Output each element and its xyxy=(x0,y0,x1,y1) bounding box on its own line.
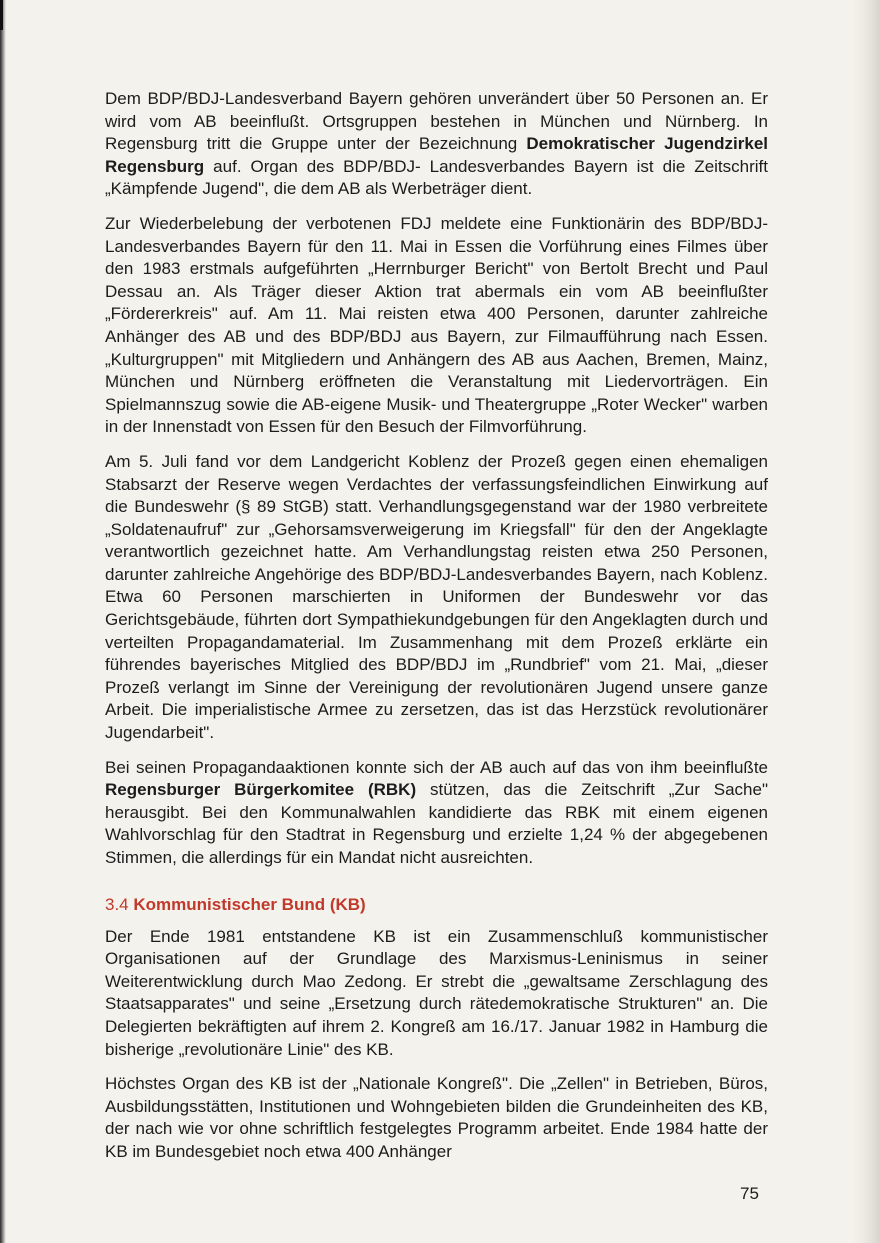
page-number: 75 xyxy=(740,1184,759,1203)
paragraph-text: stützen, das die Zeitschrift „Zur Sache" herausgibt. Bei den Kommunalwahlen kandidierte das RBK mit einem eigenen Wahlvorschlag für den Stadtrat in Regensburg und erzielte 1,24 % der abgegebenen Stimmen, die allerdings für ein Mandat nicht ausreichten. xyxy=(105,780,768,867)
bold-term-jugendzirkel: Demokratischer Jugendzirkel Regensburg xyxy=(105,134,768,176)
page-binding-edge xyxy=(0,0,6,1243)
paragraph-bdp-bayern xyxy=(105,88,768,201)
section-heading xyxy=(105,894,768,916)
paragraph-text: Zur Wiederbelebung der verbotenen FDJ meldete eine Funktionärin des BDP/BDJ-Landesverbandes Bayern für den 11. Mai in Essen die Vorführung eines Filmes über den 1983 erstmals aufgeführten „Herrnburger Bericht" von Bertolt Brecht und Paul Dessau an. Als Träger dieser Aktion trat abermals ein vom AB beeinflußter „Fördererkreis" auf. Am 11. Mai reisten etwa 400 Personen, darunter zahlreiche Anhänger des AB und des BDP/BDJ aus Bayern, zur Filmaufführung nach Essen. „Kulturgruppen" mit Mitgliedern und Anhängern des AB aus Aachen, Bremen, Mainz, München und Nürnberg eröffneten die Veranstaltung mit Liedervorträgen. Ein Spielmannszug sowie die AB-eigene Musik- und Theatergruppe „Roter Wecker" warben in der Innenstadt von Essen für den Besuch der Filmvorführung. xyxy=(105,213,768,437)
paragraph-text: Der Ende 1981 entstandene KB ist ein Zusammenschluß kommunistischer Organisationen auf der Grundlage des Marxismus-Leninismus in seiner Weiterentwicklung durch Mao Zedong. Er strebt die „gewaltsame Zerschlagung des Staatsapparates" und seine „Ersetzung durch rätedemokratische Strukturen" an. Die Delegierten bekräftigten auf ihrem 2. Kongreß am 16./17. Januar 1982 in Hamburg die bisherige „revolutionäre Linie" des KB. xyxy=(105,926,768,1059)
page-binding-mark xyxy=(0,0,3,30)
section-title: Kommunistischer Bund (KB) xyxy=(133,894,366,914)
paragraph-text: auf. Organ des BDP/BDJ- Landesverbandes Bayern ist die Zeitschrift „Kämpfende Jugend", die dem AB als Werbeträger dient. xyxy=(105,156,768,199)
page-body xyxy=(105,88,768,1176)
paragraph-prozess-koblenz xyxy=(105,451,768,745)
bold-term-rbk: Regensburger Bürgerkomitee (RBK) xyxy=(105,780,417,800)
page-fore-edge xyxy=(852,0,880,1243)
paragraph-text: Höchstes Organ des KB ist der „Nationale Kongreß". Die „Zellen" in Betrieben, Büros, Ausbildungsstätten, Institutionen und Wohngebieten bilden die Grundeinheiten des KB, der nach wie vor ohne schriftlich festgelegtes Programm arbeitet. Ende 1984 hatte der KB im Bundesgebiet noch etwa 400 Anhänger xyxy=(105,1074,768,1161)
paragraph-rbk xyxy=(105,757,768,870)
paragraph-fdj-essen xyxy=(105,213,768,439)
section-number: 3.4 xyxy=(105,894,129,914)
paragraph-text: Bei seinen Propagandaaktionen konnte sich der AB auch auf das von ihm beeinflußte xyxy=(105,757,768,777)
paragraph-text: Dem BDP/BDJ-Landesverband Bayern gehören unverändert über 50 Personen an. Er wird vom AB beeinflußt. Ortsgruppen bestehen in München und Nürnberg. In Regensburg tritt die Gruppe unter der Bezeichnung xyxy=(105,89,768,154)
paragraph-text: Am 5. Juli fand vor dem Landgericht Koblenz der Prozeß gegen einen ehemaligen Stabsarzt der Reserve wegen Verdachtes der verfassungsfeindlichen Einwirkung auf die Bundeswehr (§ 89 StGB) statt. Verhandlungsgegenstand war der 1980 verbreitete „Soldatenaufruf" zur „Gehorsamsverweigerung im Kriegsfall" für den der Angeklagte verantwortlich gezeichnet hatte. Am Verhandlungstag reisten etwa 250 Personen, darunter zahlreiche Angehörige des BDP/BDJ-Landesverbandes Bayern, nach Koblenz. Etwa 60 Personen marschierten in Uniformen der Bundeswehr vor das Gerichtsgebäude, führten dort Sympathiekundgebungen für den Angeklagten durch und verteilten Propagandamaterial. Im Zusammenhang mit dem Prozeß erklärte ein führendes bayerisches Mitglied des BDP/BDJ im „Rundbrief" vom 21. Mai, „dieser Prozeß verlangt im Sinne der Vereinigung der revolutionären Jugend unsere ganze Arbeit. Die imperialistische Armee zu zersetzen, das ist das Herzstück revolutionärer Jugendarbeit". xyxy=(105,451,768,743)
paragraph-kb-gruendung xyxy=(105,926,768,1062)
paragraph-kb-organ xyxy=(105,1073,768,1163)
